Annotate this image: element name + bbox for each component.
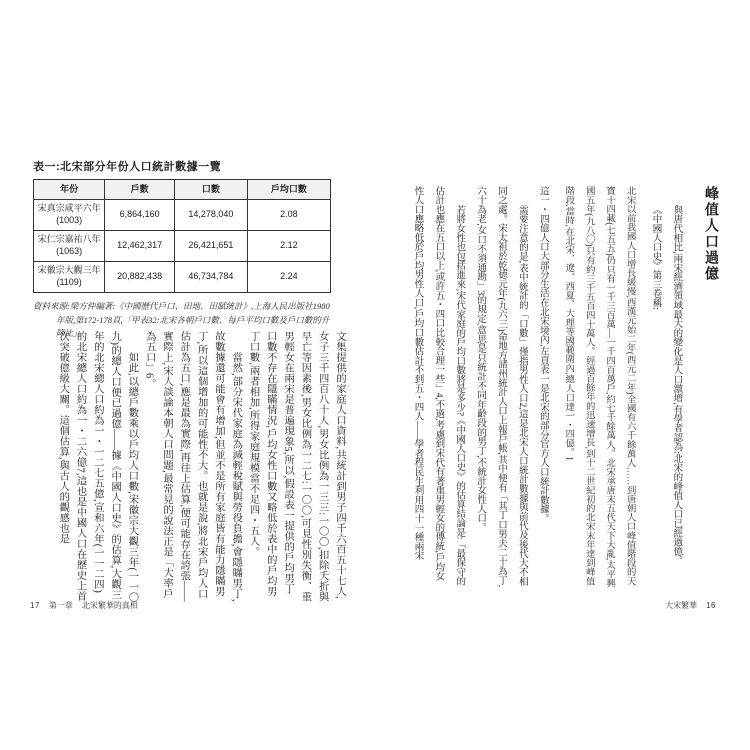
cell-year [34,200,105,231]
year-paren: (1003) [56,215,83,225]
cell-year [34,231,105,262]
cell-households: 6,864,160 [105,200,175,231]
paragraph-body-1: 這一・四億人口大部分生活在北宋境內,左頁表一是北宋的部分官方人口統計數據。 [537,186,548,523]
paragraph-body-3: 若將女性也包括進來,宋代家庭的戶均口數將是多少?《中國人口史》的估算結論是:「最保守的估計也應在五口以上,或許五・四口比較合理一些」4,不過,考慮到宋代有著重男輕女的傳統,戶均女性人口應略低於戶均男性人口,戶均口數估計不到五・四人——學者程民生利用四十一種兩宋 [412,186,465,586]
cell-population: 46,734,784 [175,262,248,293]
paragraph-body-3: 如此,以總戶數乘以戶均人口數,宋徽宗大觀三年(一一〇九)的總人口便已過億——據《中國人口史》的估算,大觀三年的北宋總人口約為一・一二七五億,宣和六年(一一二四)的北宋總人口約為一・二六億7,這也是中國人口在歷史上首次突破億級大關。這個估算,與古人的觀感也是 [57,331,138,603]
table-header-row [34,180,331,200]
page-number-right: 16 [706,601,716,610]
cell-households: 20,882,438 [105,262,175,293]
table-row [34,231,331,262]
cell-households: 12,462,317 [105,231,175,262]
block-quote: 北宋以前我國人口增長緩慢,西漢元始二年(西元二年)全國有六千餘萬人……到唐朝人口峰值階段的天寶十四載(七五五)仍只有一千三百萬—一千四百萬戶,約七千餘萬人。北宋承唐末五代天下大亂,太平興國五年(九八〇)只有約三千五百四十萬人。經過百餘年的迅速增長,到十二世紀初的北宋末年達到峰值階段,當時,在北宋、遼、西夏、大理等國範圍內,總人口達一・四億。1 [563,186,635,588]
population-table [33,179,331,293]
cell-avg: 2.24 [247,262,330,293]
table-source-note: 資料來源:梁方仲編著:《中國歷代戶口、田地、田賦統計》,上海人民出版社1980年版,第172-178頁,「甲表32:北宋各朝戶口數、每戶平均口數及戶口數的升降比」。 [33,301,330,339]
year-name: 宋真宗咸平六年 [37,203,101,214]
running-head-chapter-title: 北宋繁華的真相 [81,601,138,610]
cell-year [34,262,105,293]
year-name: 宋仁宗嘉祐八年 [37,234,101,245]
cell-population: 14,278,040 [175,200,248,231]
running-head-chapter: 第一章 [48,601,73,610]
paragraph-continuation: 文集提供的家庭人口資料,共統計到男子四千六百五十七人,女子三千四百八十人,男女比例為一三三:一〇〇,扣除夭折與早亡等因素後,男女比例為一二七:一〇〇,可見性別失衡、重男輕女在兩宋是普遍現象5,所以,假設表一提供的戶均男丁口數不存在隱瞞情況,戶均女性口數又略低於表中的戶均男丁口數,兩者相加,所得家庭規模當不足四・五人。 [247,331,345,603]
table-row [34,262,331,293]
paragraph-body-2: 當然,部分宋代家庭為減輕稅賦與勞役負擔,會隱瞞男丁,故數據還可能會有增加;但並不是所有家庭皆有能力隱瞞男丁,所以這個增加的可能性不大。也就是說,將北宋戶均人口估計為五口,應是最為實際,再往上估算,便可能存在誇張——實際上,宋人談論本朝人口問題,最常見的說法正是「大率戶為五口」6。 [143,331,242,602]
table-header-households: 戶數 [105,180,175,200]
running-head-book-title: 大宋繁華 [665,601,698,610]
year-paren: (1109) [56,277,82,287]
page-number-left: 17 [30,601,40,610]
paragraph-citation-lead: 《中國人口史》第三卷稱: [650,205,661,310]
year-name: 宋徽宗大觀三年 [37,265,101,276]
table-header-population: 口數 [175,180,248,200]
page-right-body [407,186,720,588]
table-header-avg: 戶均口數 [247,180,330,200]
table-row [34,200,331,231]
page-left-footer [30,600,138,611]
paragraph-body-2: 需要注意的是,表中統計的「口數」僅指男性人口2,這是北宋人口統計數據與前代及後代大不相同之處。宋太祖於乾德元年(九六三)命地方諸州統計人口上報戶帳,其中便有「其丁口男夫二十為丁,六十為老,女口不須通勘」3的規定,意思是只統計不同年齡段的男丁,不統計女性人口。 [475,186,527,587]
page-left-body [54,331,348,603]
cell-avg: 2.12 [247,231,330,262]
population-table-block [33,158,331,341]
cell-population: 26,421,651 [175,231,248,262]
year-paren: (1063) [56,246,83,256]
paragraph-intro: 與唐代相比,兩宋經濟領域最大的變化是人口激增,有學者認為:北宋的峰值人口已經過億。 [671,205,682,566]
cell-avg: 2.08 [247,200,330,231]
page-right-footer [665,600,716,611]
table-header-year: 年份 [34,180,105,200]
section-heading: 峰值人口過億 [703,186,718,282]
table-title: 表一:北宋部分年份人口統計數據一覽 [33,161,222,173]
